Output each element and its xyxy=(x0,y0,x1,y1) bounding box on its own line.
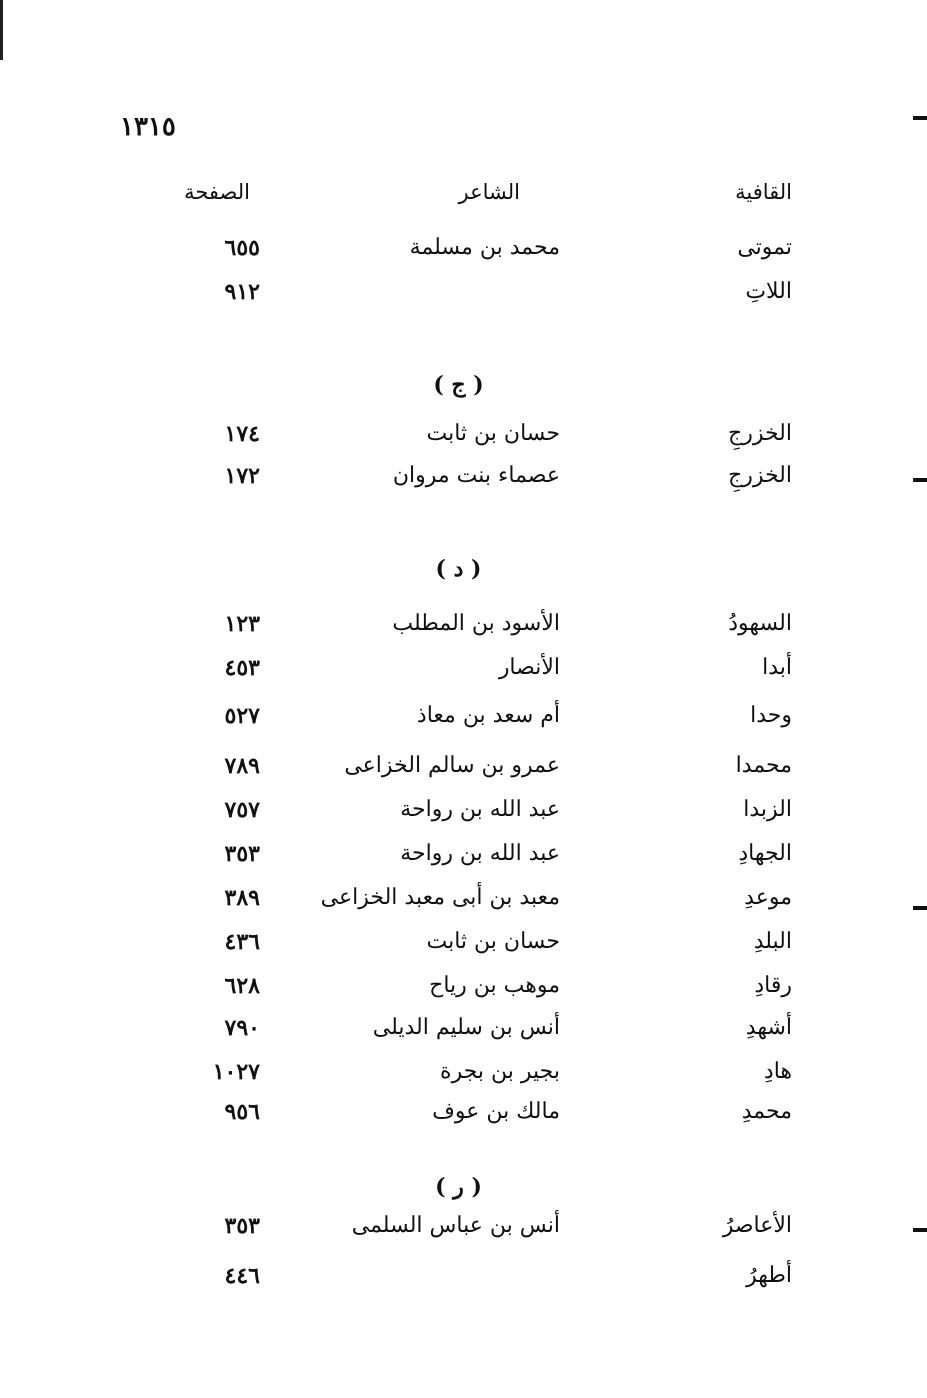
page-cell: ٤٤٦ xyxy=(224,1263,260,1289)
index-row xyxy=(0,696,927,736)
poet-cell: مالك بن عوف xyxy=(432,1099,560,1124)
rhyme-cell: الزبدا xyxy=(743,797,792,822)
header-rhyme: القافية xyxy=(735,180,792,204)
index-row xyxy=(0,746,927,786)
index-row xyxy=(0,922,927,962)
page-cell: ٣٥٣ xyxy=(224,841,260,867)
page-cell: ٣٨٩ xyxy=(224,885,260,911)
poet-cell: عبد الله بن رواحة xyxy=(400,797,560,822)
page-cell: ٧٩٠ xyxy=(224,1015,260,1041)
rhyme-cell: محمدا xyxy=(735,753,792,778)
poet-cell: بجير بن بجرة xyxy=(440,1059,560,1084)
rhyme-cell: أشهدِ xyxy=(745,1015,792,1040)
index-row xyxy=(0,966,927,1006)
section-heading: ( د ) xyxy=(435,556,482,582)
page-cell: ٦٥٥ xyxy=(224,235,260,261)
poet-cell: عمرو بن سالم الخزاعى xyxy=(344,753,560,778)
page-cell: ٩١٢ xyxy=(224,279,260,305)
index-row xyxy=(0,790,927,830)
index-row xyxy=(0,272,927,312)
poet-cell: أم سعد بن معاذ xyxy=(416,703,560,728)
poet-cell: عبد الله بن رواحة xyxy=(400,841,560,866)
rhyme-cell: أطهرُ xyxy=(746,1263,792,1288)
index-row xyxy=(0,604,927,644)
poet-cell: محمد بن مسلمة xyxy=(409,235,560,260)
rhyme-cell: هادِ xyxy=(763,1059,792,1084)
poet-cell: موهب بن رياح xyxy=(429,973,560,998)
index-row xyxy=(0,1092,927,1132)
rhyme-cell: اللاتِ xyxy=(745,279,792,304)
index-row xyxy=(0,1052,927,1092)
header-page: الصفحة xyxy=(184,180,250,204)
page-cell: ٩٥٦ xyxy=(224,1099,260,1125)
page-cell: ١٧٢ xyxy=(224,463,260,489)
page-cell: ٦٢٨ xyxy=(224,973,260,999)
page-cell: ٣٥٣ xyxy=(224,1213,260,1239)
page-cell: ٤٥٣ xyxy=(224,655,260,681)
index-row xyxy=(0,834,927,874)
index-row xyxy=(0,456,927,496)
page-cell: ١٢٣ xyxy=(224,611,260,637)
page-number: ١٣١٥ xyxy=(120,112,176,142)
index-row xyxy=(0,414,927,454)
page-cell: ٧٥٧ xyxy=(224,797,260,823)
poet-cell: الأنصار xyxy=(498,655,560,680)
rhyme-cell: الخزرجِ xyxy=(728,463,792,488)
poet-cell: حسان بن ثابت xyxy=(426,929,560,954)
rhyme-cell: البلدِ xyxy=(753,929,792,954)
page-cell: ١٠٢٧ xyxy=(212,1059,260,1085)
header-poet: الشاعر xyxy=(458,180,520,204)
section-heading: ( ج ) xyxy=(433,372,484,398)
page-cell: ٤٣٦ xyxy=(224,929,260,955)
rhyme-cell: رقادِ xyxy=(754,973,792,998)
page-cell: ٧٨٩ xyxy=(224,753,260,779)
page-cell: ١٧٤ xyxy=(224,421,260,447)
poet-cell: عصماء بنت مروان xyxy=(392,463,560,488)
poet-cell: أنس بن سليم الديلى xyxy=(372,1015,560,1040)
page-cell: ٥٢٧ xyxy=(224,703,260,729)
rhyme-cell: أبدا xyxy=(762,655,792,680)
edge-mark xyxy=(913,116,927,120)
rhyme-cell: وحدا xyxy=(750,703,792,728)
poet-cell: حسان بن ثابت xyxy=(426,421,560,446)
index-row xyxy=(0,1008,927,1048)
rhyme-cell: تموتى xyxy=(737,235,792,260)
rhyme-cell: السهودُ xyxy=(728,611,792,636)
poet-cell: أنس بن عباس السلمى xyxy=(351,1213,560,1238)
page-edge-rule xyxy=(0,0,3,60)
index-row xyxy=(0,878,927,918)
rhyme-cell: موعدِ xyxy=(744,885,792,910)
poet-cell: الأسود بن المطلب xyxy=(392,611,560,636)
rhyme-cell: الخزرجِ xyxy=(728,421,792,446)
index-row xyxy=(0,1256,927,1296)
column-headers xyxy=(0,172,927,212)
index-row xyxy=(0,648,927,688)
section-heading: ( ر ) xyxy=(435,1174,482,1200)
index-row xyxy=(0,228,927,268)
rhyme-cell: الأعاصرُ xyxy=(722,1213,792,1238)
index-row xyxy=(0,1206,927,1246)
poet-cell: معبد بن أبى معبد الخزاعى xyxy=(320,885,560,910)
rhyme-cell: محمدِ xyxy=(741,1099,792,1124)
rhyme-cell: الجهادِ xyxy=(738,841,792,866)
